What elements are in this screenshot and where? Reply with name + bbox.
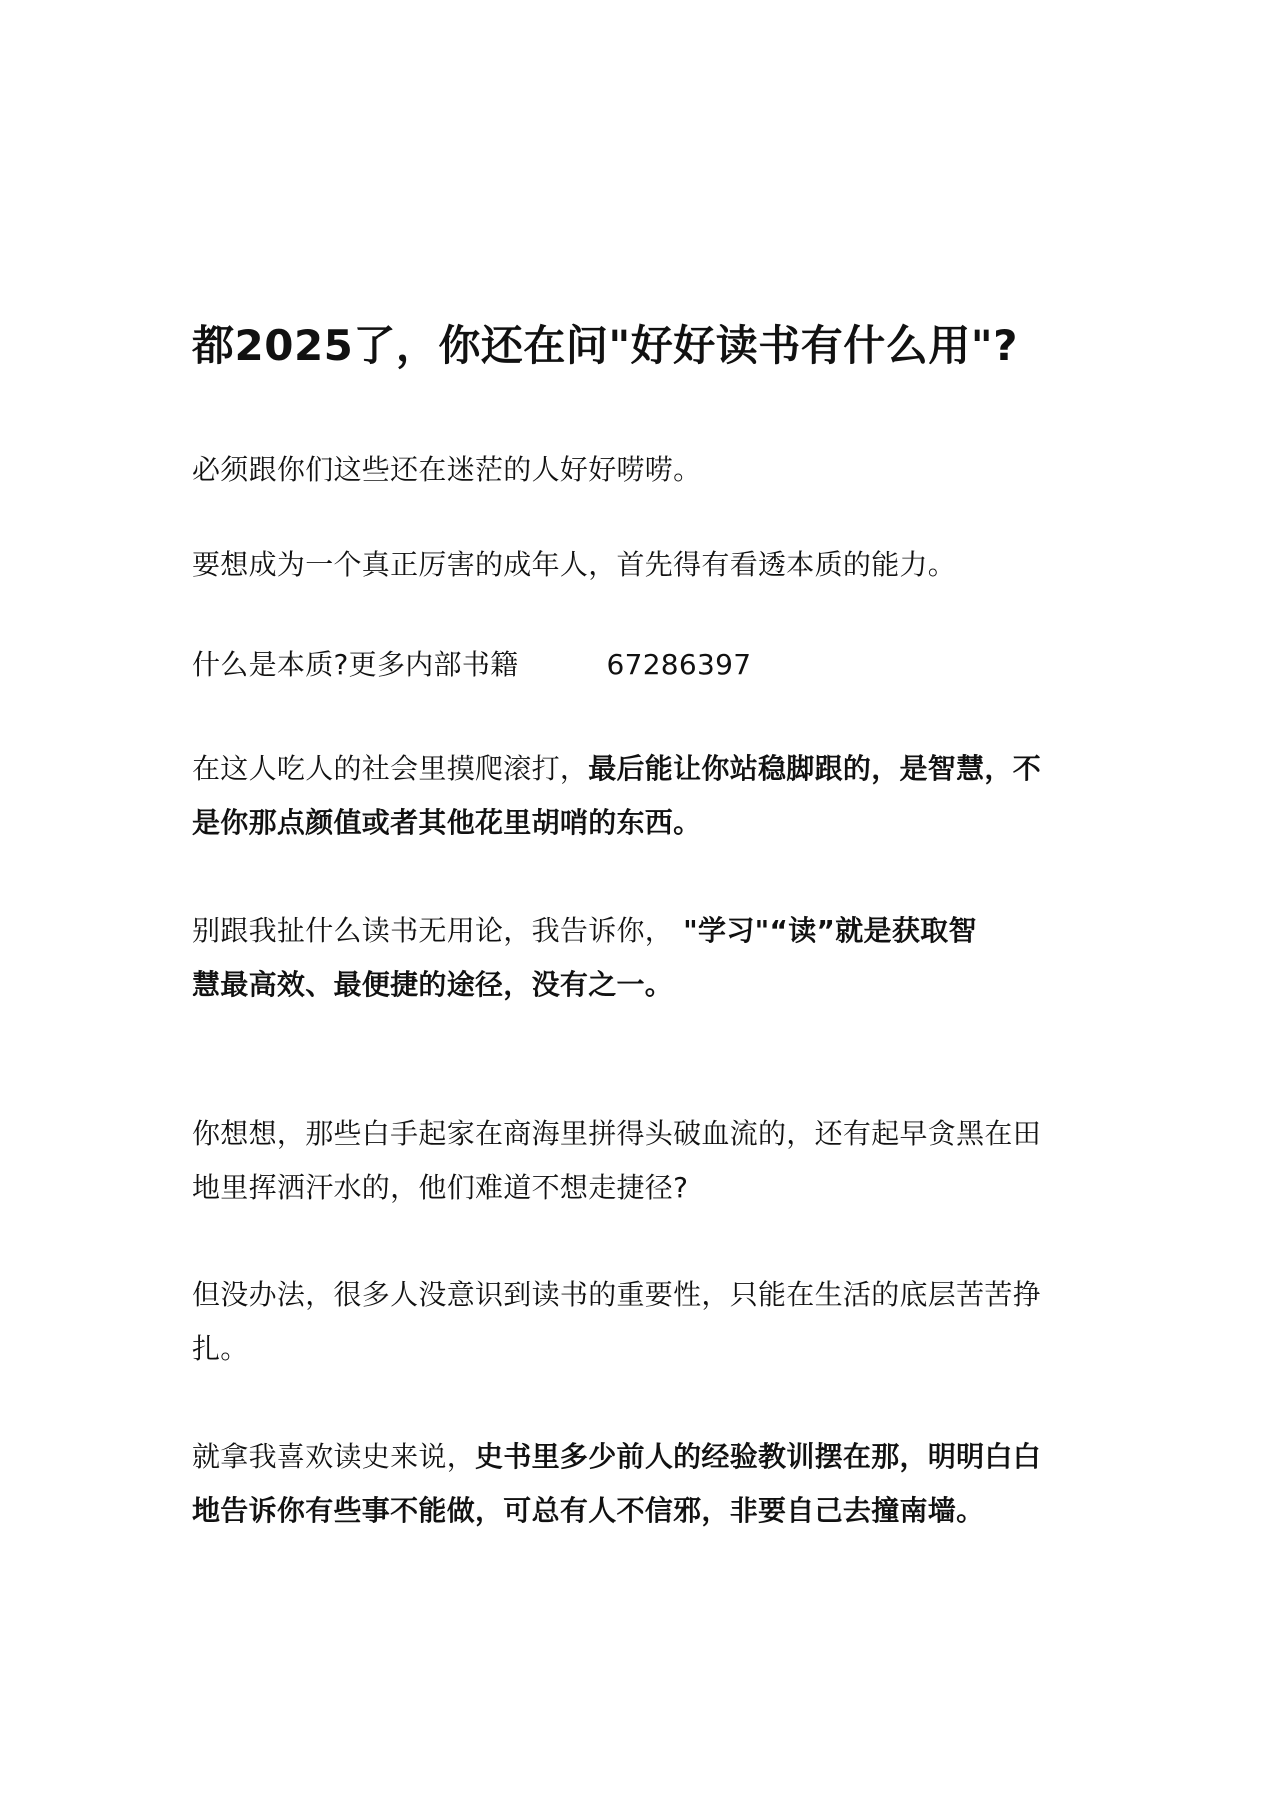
- paragraph-3-text: 什么是本质?更多内部书籍: [192, 648, 519, 681]
- paragraph-4-line1-bold: 最后能让你站稳脚跟的，是智慧，不: [588, 752, 1042, 785]
- paragraph-2: [192, 538, 1092, 592]
- paragraph-1-text: 必须跟你们这些还在迷茫的人好好唠唠。: [192, 453, 702, 486]
- paragraph-7-line2: 扎。: [192, 1332, 249, 1365]
- paragraph-6-line2: 地里挥洒汗水的，他们难道不想走捷径?: [192, 1171, 689, 1204]
- paragraph-8: [192, 1430, 1092, 1538]
- paragraph-5: [192, 904, 1092, 1012]
- paragraph-1: [192, 443, 1092, 497]
- paragraph-8-line1-normal: 就拿我喜欢读史来说，: [192, 1440, 476, 1473]
- paragraph-5-line1-bold: "学习"“读”就是获取智: [673, 914, 977, 947]
- paragraph-6-line1: 你想想，那些白手起家在商海里拼得头破血流的，还有起早贪黑在田: [192, 1117, 1042, 1150]
- paragraph-5-line1-normal: 别跟我扯什么读书无用论，我告诉你，: [192, 914, 674, 947]
- paragraph-8-line1-bold: 史书里多少前人的经验教训摆在那，明明白白: [475, 1440, 1042, 1473]
- contact-number: 67286397: [606, 648, 752, 681]
- paragraph-4-line2-bold: 是你那点颜值或者其他花里胡哨的东西。: [192, 806, 702, 839]
- paragraph-2-text: 要想成为一个真正厉害的成年人，首先得有看透本质的能力。: [192, 548, 957, 581]
- paragraph-4-line1-normal: 在这人吃人的社会里摸爬滚打，: [192, 752, 589, 785]
- paragraph-5-line2-bold: 慧最高效、最便捷的途径，没有之一。: [192, 968, 674, 1001]
- paragraph-7-line1: 但没办法，很多人没意识到读书的重要性，只能在生活的底层苦苦挣: [192, 1278, 1042, 1311]
- paragraph-3: [192, 638, 1092, 692]
- paragraph-6: [192, 1107, 1092, 1215]
- paragraph-8-line2-bold: 地告诉你有些事不能做，可总有人不信邪，非要自己去撞南墙。: [192, 1494, 985, 1527]
- article-title: 都2025了，你还在问"好好读书有什么用"?: [192, 321, 1019, 370]
- paragraph-7: [192, 1268, 1092, 1376]
- paragraph-4: [192, 742, 1092, 850]
